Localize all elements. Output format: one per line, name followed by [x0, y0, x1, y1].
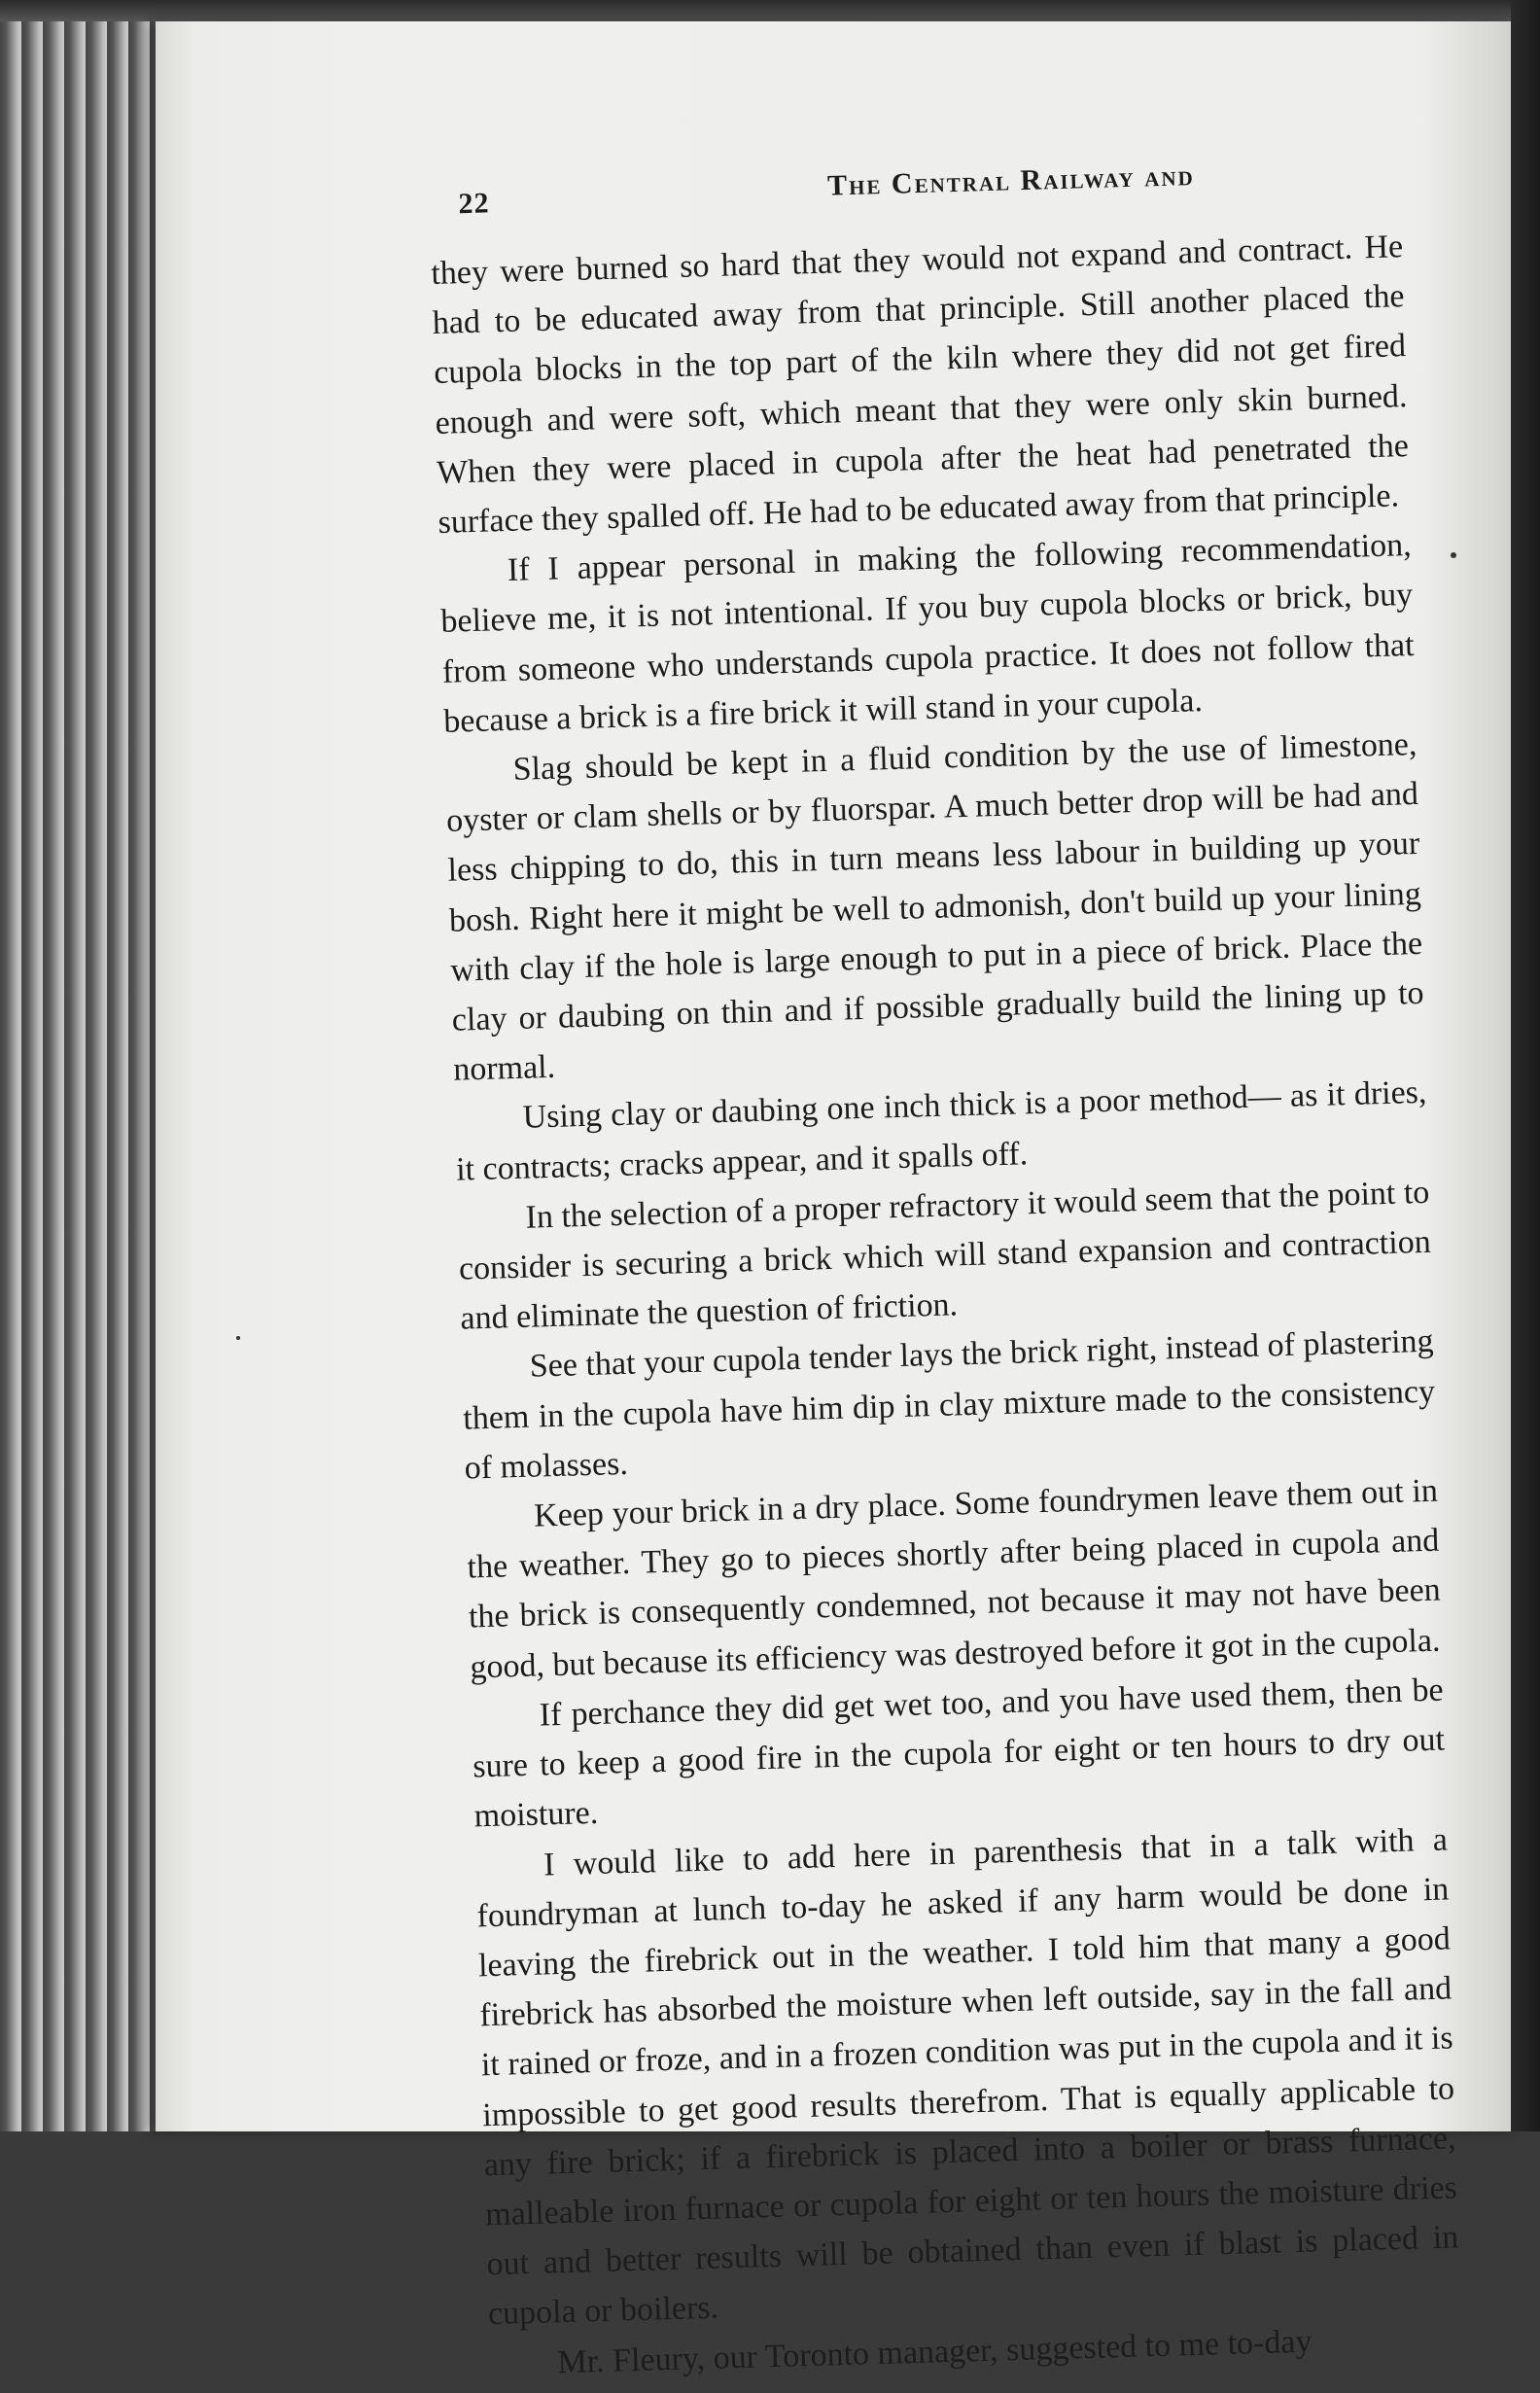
running-head-title: The Central Railway and: [826, 159, 1196, 202]
paragraph: In the selection of a proper refractory it would seem that the point to consider is securing a brick which will stand expansion and contraction and eliminate the question of friction.: [458, 1174, 1432, 1337]
paragraph: Mr. Fleury, our Toronto manager, suggested to me to-day: [556, 2323, 1312, 2380]
scan-speck: [236, 1336, 240, 1340]
paragraph: Using clay or daubing one inch thick is a poor method— as it dries, it contracts; cracks appear, and it spalls off.: [455, 1074, 1427, 1188]
paragraph: Keep your brick in a dry place. Some foundrymen leave them out in the weather. They go to pieces shortly after being placed in cupola and the brick is consequently condemned, not because it may not have been good, but because its efficiency was destroyed before it got in the cupola.: [467, 1472, 1442, 1686]
scan-right-border: [1511, 0, 1540, 2131]
paragraph: If I appear personal in making the following recommendation, believe me, it is not intentional. If you buy cupola blocks or brick, buy from someone who understands cupola practice. It does not follow that because a brick is a fire brick it will stand in your cupola.: [439, 527, 1416, 740]
paragraph: Slag should be kept in a fluid condition by the use of limestone, oyster or clam shells or by fluorspar. A much better drop will be had and less chipping to do, this in turn means less labour in building up your bosh. Right here it might be well to admonish, don't build up your lining with clay if the hole is large enough to put in a piece of brick. Place the clay or daubing on thin and if possible gradually build the lining up to normal.: [445, 725, 1425, 1088]
paragraph: See that your cupola tender lays the brick right, instead of plastering them in the cupola have him dip in clay mixture made to the consistency of molasses.: [462, 1323, 1436, 1487]
scan-top-border: [0, 0, 1540, 21]
scan-speck: [1451, 552, 1456, 558]
paragraph: I would like to add here in parenthesis that in a talk with a foundryman at lunch to-day he asked if any harm would be done in leaving the firebrick out in the weather. I told him that many a good firebrick has absorbed the moisture when left outside, say in the fall and it rained or froze, and in a frozen condition was put in the cupola and it is impossible to get good results therefrom. That is equally applicable to any fire brick; if a firebrick is placed into a boiler or brass furnace, malleable iron furnace or cupola for eight or ten hours the moisture dries out and better results will be obtained than even if blast is placed in cupola or boilers.: [476, 1820, 1459, 2333]
page-number: 22: [457, 187, 490, 221]
body-text: [431, 222, 1462, 2389]
paragraph: they were burned so hard that they would not expand and contract. He had to be educated away from that principle. Still another placed the cupola blocks in the top part of the kiln where they did not get fired enough and were soft, which meant that they were only skin burned. When they were placed in cupola after the heat had penetrated the surface they spalled off. He had to be educated away from that principle.: [430, 229, 1410, 541]
paragraph: If perchance they did get wet too, and you have used them, then be sure to keep a good fire in the cupola for eight or ten hours to dry out moisture.: [472, 1672, 1446, 1835]
